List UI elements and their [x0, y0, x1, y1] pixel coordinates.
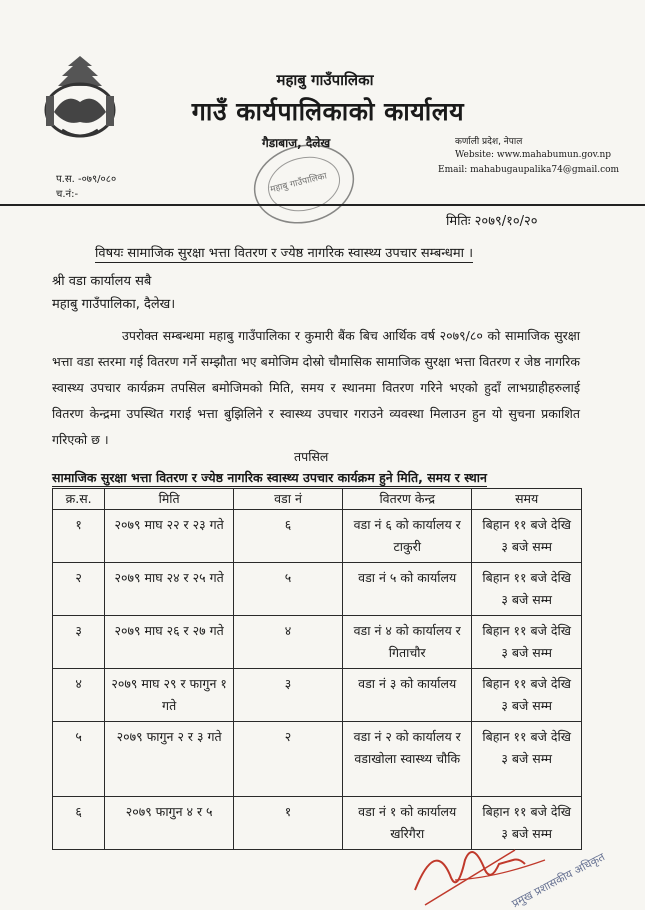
- addressee-line-1: श्री वडा कार्यालय सबै: [52, 274, 152, 289]
- cell-serial: ४: [53, 669, 105, 722]
- cell-time: बिहान ११ बजे देखि ३ बजे सम्म: [472, 510, 582, 563]
- reference-number: प.स. -०७९/०८०: [56, 174, 117, 185]
- office-stamp-icon: [248, 140, 360, 228]
- cell-serial: २: [53, 563, 105, 616]
- schedule-title: सामाजिक सुरक्षा भत्ता वितरण र ज्येष्ठ नागरिक स्वास्थ्य उपचार कार्यक्रम हुने मिति, समय र स्थान: [52, 470, 487, 485]
- cell-date: २०७९ माघ २९ र फागुन १ गते: [105, 669, 234, 722]
- schedule-table: [52, 488, 582, 850]
- cell-center: वडा नं १ को कार्यालय खरिगैरा: [343, 797, 472, 850]
- cell-date: २०७९ माघ २६ र २७ गते: [105, 616, 234, 669]
- cell-time: बिहान ११ बजे देखि ३ बजे सम्म: [472, 722, 582, 797]
- dispatch-number: च.नं:-: [56, 189, 79, 200]
- cell-ward: ४: [233, 616, 342, 669]
- cell-time: बिहान ११ बजे देखि ३ बजे सम्म: [472, 616, 582, 669]
- nepal-emblem-icon: [40, 52, 120, 144]
- table-row: [53, 669, 582, 722]
- cell-center: वडा नं ५ को कार्यालय: [343, 563, 472, 616]
- letter-body: उपरोक्त सम्बन्धमा महाबु गाउँपालिका र कुमारी बैंक बिच आर्थिक वर्ष २०७९/८० को सामाजिक सुरक्षा भत्ता वडा स्तरमा गई वितरण गर्ने सम्झौता भए बमोजिम दोस्रो चौमासिक सामाजिक सुरक्षा भत्ता वितरण र जेष्ठ नागरिक स्वास्थ्य उपचार कार्यक्रम तपसिल बमोजिमको मिति, समय र स्थानमा वितरण गरिने भएको हुदाँ लाभग्राहीहरुलाई वितरण केन्द्रमा उपस्थित गराई भत्ता बुझिलिने र स्वास्थ्य उपचार गराउने व्यवस्था मिलाउन हुन यो सुचना प्रकाशित गरिएको छ ।: [52, 328, 580, 447]
- office-name: गाउँ कार्यपालिकाको कार्यालय: [191, 97, 465, 126]
- cell-date: २०७९ माघ २२ र २३ गते: [105, 510, 234, 563]
- schedule-label: तपसिल: [294, 449, 329, 464]
- cell-date: २०७९ फागुन २ र ३ गते: [105, 722, 234, 797]
- province: कर्णाली प्रदेश, नेपाल: [455, 137, 523, 147]
- addressee-line-2: महाबु गाउँपालिका, दैलेख।: [52, 297, 176, 312]
- cell-center: वडा नं ४ को कार्यालय र गिताचौर: [343, 616, 472, 669]
- col-date: मिति: [105, 489, 234, 510]
- cell-time: बिहान ११ बजे देखि ३ बजे सम्म: [472, 669, 582, 722]
- email: Email: mahabugaupalika74@gmail.com: [438, 165, 620, 175]
- cell-center: वडा नं २ को कार्यालय र वडाखोला स्वास्थ्य चौकि: [343, 722, 472, 797]
- header-rule: [0, 204, 645, 206]
- table-row: [53, 722, 582, 797]
- cell-ward: ५: [233, 563, 342, 616]
- table-row: [53, 616, 582, 669]
- letter-subject: विषयः सामाजिक सुरक्षा भत्ता वितरण र ज्येष्ठ नागरिक स्वास्थ्य उपचार सम्बन्धमा ।: [95, 243, 473, 263]
- table-row: [53, 510, 582, 563]
- officer-stamp-text: प्रमुख प्रशासकीय अधिकृत: [509, 850, 607, 910]
- office-place: गैडाबाज, दैलेख: [262, 136, 331, 150]
- cell-serial: ५: [53, 722, 105, 797]
- cell-ward: ३: [233, 669, 342, 722]
- stamp-text: महाबु गाउँपालिका: [269, 171, 328, 196]
- letter-date: मितिः २०७९/१०/२०: [446, 214, 538, 229]
- cell-serial: ३: [53, 616, 105, 669]
- cell-center: वडा नं ३ को कार्यालय: [343, 669, 472, 722]
- cell-time: बिहान ११ बजे देखि ३ बजे सम्म: [472, 797, 582, 850]
- cell-date: २०७९ फागुन ४ र ५: [105, 797, 234, 850]
- cell-center: वडा नं ६ को कार्यालय र टाकुरी: [343, 510, 472, 563]
- table-header-row: [53, 489, 582, 510]
- cell-serial: ६: [53, 797, 105, 850]
- col-center: वितरण केन्द्र: [343, 489, 472, 510]
- org-name: महाबु गाउँपालिका: [276, 71, 374, 89]
- cell-time: बिहान ११ बजे देखि ३ बजे सम्म: [472, 563, 582, 616]
- signature-with-stamp: [395, 820, 615, 910]
- cell-serial: १: [53, 510, 105, 563]
- cell-date: २०७९ माघ २४ र २५ गते: [105, 563, 234, 616]
- col-ward: वडा नं: [233, 489, 342, 510]
- cell-ward: १: [233, 797, 342, 850]
- col-serial: क्र.स.: [53, 489, 105, 510]
- table-row: [53, 563, 582, 616]
- cell-ward: २: [233, 722, 342, 797]
- cell-ward: ६: [233, 510, 342, 563]
- col-time: समय: [472, 489, 582, 510]
- website: Website: www.mahabumun.gov.np: [455, 150, 612, 160]
